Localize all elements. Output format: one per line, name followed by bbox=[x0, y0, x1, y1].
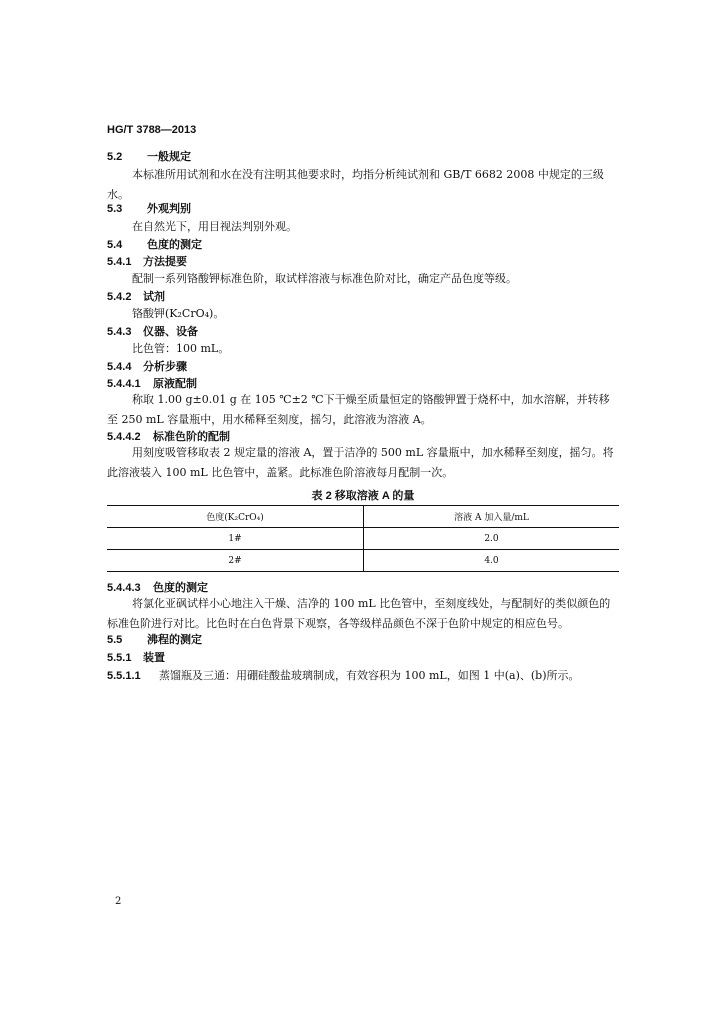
section-title: 原液配制 bbox=[153, 378, 197, 390]
section-text-5-2: 本标准所用试剂和水在没有注明其他要求时，均指分析纯试剂和 GB/T 6682 2008 中规定的三级水。 bbox=[107, 168, 604, 201]
section-title: 分析步骤 bbox=[143, 361, 187, 373]
section-text-5-4-4-2: 用刻度吸管移取表 2 规定量的溶液 A，置于洁净的 500 mL 容量瓶中，加水稀释至刻度，摇匀。将此溶液装入 100 mL 比色管中，盖紧。此标准色阶溶液每月配制一次。 bbox=[107, 446, 614, 479]
section-number: 5.5 bbox=[107, 634, 123, 646]
section-number: 5.3 bbox=[107, 203, 123, 215]
section-heading-5-3 bbox=[107, 202, 619, 216]
section-number: 5.4.4.3 bbox=[107, 582, 141, 594]
table-header-cell: 色度(K₂CrO₄) bbox=[107, 506, 364, 528]
section-text-5-4-4-1: 称取 1.00 g±0.01 g 在 105 ℃±2 ℃下干燥至质量恒定的铬酸钾置于烧杯中，加水溶解，并转移至 250 mL 容量瓶中，用水稀释至刻度，摇匀，此溶液为溶液 A。 bbox=[107, 393, 610, 426]
section-number: 5.4.3 bbox=[107, 326, 132, 338]
table-header-row bbox=[107, 506, 619, 528]
section-title: 试剂 bbox=[143, 291, 165, 303]
section-number: 5.4.2 bbox=[107, 291, 132, 303]
section-heading-5-2 bbox=[107, 150, 619, 164]
section-title: 色度的测定 bbox=[147, 239, 202, 251]
section-heading-5-4-4 bbox=[107, 360, 619, 374]
section-text-5-3: 在自然光下，用目视法判别外观。 bbox=[132, 220, 297, 233]
section-heading-5-4-2 bbox=[107, 290, 619, 304]
section-number: 5.5.1.1 bbox=[107, 670, 141, 682]
section-text-5-4-3: 比色管：100 mL。 bbox=[132, 342, 230, 355]
section-number: 5.4.4.1 bbox=[107, 378, 141, 390]
table-cell: 4.0 bbox=[364, 550, 620, 572]
section-heading-5-4-4-3 bbox=[107, 581, 619, 595]
standard-code: HG/T 3788—2013 bbox=[107, 124, 197, 136]
section-heading-5-4-1 bbox=[107, 255, 619, 269]
section-paragraph-5-5-1-1 bbox=[107, 669, 619, 683]
section-text-5-4-2: 铬酸钾(K₂CrO₄)。 bbox=[132, 307, 225, 320]
section-heading-5-4-4-1 bbox=[107, 377, 619, 391]
section-title: 沸程的测定 bbox=[147, 634, 202, 646]
section-number: 5.4.4 bbox=[107, 361, 132, 373]
section-number: 5.4 bbox=[107, 239, 123, 251]
table-cell: 1# bbox=[107, 528, 364, 550]
table-caption: 表 2 移取溶液 A 的量 bbox=[311, 490, 415, 502]
section-number: 5.4.1 bbox=[107, 256, 132, 268]
section-title: 色度的测定 bbox=[153, 582, 208, 594]
section-number: 5.4.4.2 bbox=[107, 431, 141, 443]
page-number: 2 bbox=[115, 896, 122, 907]
section-heading-5-5 bbox=[107, 633, 619, 647]
section-number: 5.5.1 bbox=[107, 652, 132, 664]
section-title: 标准色阶的配制 bbox=[153, 431, 230, 443]
table-cell: 2.0 bbox=[364, 528, 620, 550]
section-heading-5-4-3 bbox=[107, 325, 619, 339]
section-text-5-4-1: 配制一系列铬酸钾标准色阶，取试样溶液与标准色阶对比，确定产品色度等级。 bbox=[132, 272, 517, 285]
section-title: 方法提要 bbox=[143, 256, 187, 268]
section-title: 一般规定 bbox=[147, 151, 191, 163]
table-header-cell: 溶液 A 加入量/mL bbox=[364, 506, 620, 528]
table-row bbox=[107, 528, 619, 550]
section-title: 外观判别 bbox=[147, 203, 191, 215]
table-2 bbox=[107, 505, 619, 572]
table-row bbox=[107, 550, 619, 572]
section-text-5-4-4-3: 将氯化亚砜试样小心地注入干燥、洁净的 100 mL 比色管中，至刻度线处，与配制好的类似颜色的标准色阶进行对比。比色时在白色背景下观察，各等级样品颜色不深于色阶中规定的相应色号。 bbox=[107, 597, 611, 630]
section-number: 5.2 bbox=[107, 151, 123, 163]
section-title: 仪器、设备 bbox=[143, 326, 198, 338]
section-text: 蒸馏瓶及三通：用硼硅酸盐玻璃制成，有效容积为 100 mL，如图 1 中(a)、(b)所示。 bbox=[159, 669, 580, 682]
section-title: 装置 bbox=[143, 652, 165, 664]
section-heading-5-4 bbox=[107, 238, 619, 252]
table-cell: 2# bbox=[107, 550, 364, 572]
section-heading-5-4-4-2 bbox=[107, 430, 619, 444]
section-heading-5-5-1 bbox=[107, 651, 619, 665]
